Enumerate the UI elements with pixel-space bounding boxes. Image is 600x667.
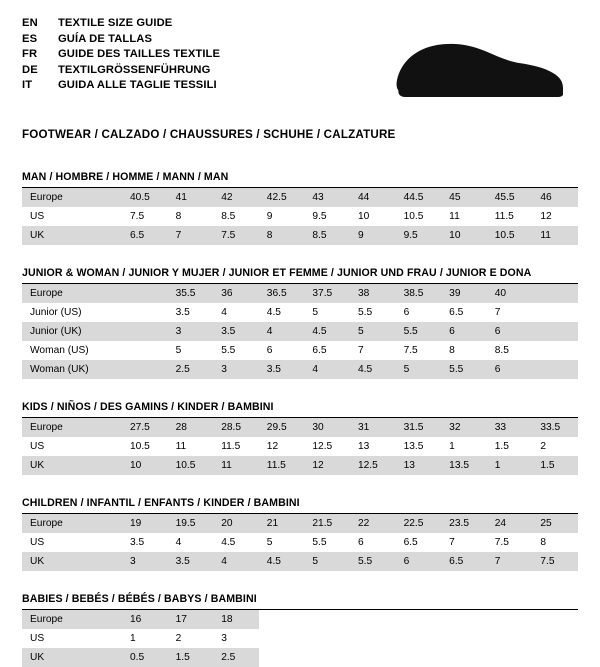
cell: 6.5	[312, 345, 327, 356]
cell: 4.5	[304, 322, 350, 341]
cell: 38.5	[396, 284, 442, 303]
dress-shoe-icon	[385, 28, 570, 103]
cell	[487, 648, 533, 667]
size-group-kids	[22, 401, 578, 475]
row-label: US	[30, 537, 45, 548]
table-row	[22, 648, 578, 667]
cell: 4.5	[266, 307, 281, 318]
cell: 28.5	[213, 418, 259, 437]
size-group-junior-woman	[22, 267, 578, 379]
cell: 2	[175, 633, 182, 644]
table-row	[22, 533, 578, 552]
cell: 23.5	[441, 514, 487, 533]
table-row	[22, 360, 578, 379]
cell	[532, 629, 578, 648]
cell: 46	[532, 188, 578, 207]
language-title: TEXTILGRÖSSENFÜHRUNG	[58, 63, 211, 76]
cell	[350, 610, 396, 629]
cell: 20	[213, 514, 259, 533]
table-row	[22, 341, 578, 360]
language-title: GUIDE DES TAILLES TEXTILE	[58, 48, 221, 61]
cell: 6	[403, 307, 410, 318]
group-heading: KIDS / NIÑOS / DES GAMINS / KINDER / BAMBINI	[22, 401, 578, 418]
cell	[532, 284, 578, 303]
row-label: UK	[22, 226, 122, 245]
cell: 5	[266, 537, 273, 548]
table-row	[22, 207, 578, 226]
cell: 5	[312, 307, 319, 318]
cell: 13.5	[403, 441, 424, 452]
language-code: FR	[22, 48, 38, 61]
language-code: DE	[22, 63, 38, 76]
cell: 1.5	[532, 456, 578, 475]
size-table	[22, 188, 578, 245]
size-group-children	[22, 497, 578, 571]
size-table	[22, 284, 578, 379]
cell: 25	[532, 514, 578, 533]
language-title: GUÍA DE TALLAS	[58, 32, 153, 45]
table-row	[22, 303, 578, 322]
cell	[396, 648, 442, 667]
cell: 39	[441, 284, 487, 303]
cell	[532, 610, 578, 629]
cell: 5	[175, 345, 182, 356]
cell: 7	[168, 226, 214, 245]
row-label: UK	[22, 648, 122, 667]
cell: 5.5	[357, 307, 373, 318]
cell: 8	[540, 537, 547, 548]
cell: 44.5	[396, 188, 442, 207]
cell: 8	[259, 226, 305, 245]
cell: 8.5	[494, 345, 509, 356]
cell: 1.5	[494, 441, 509, 452]
cell	[532, 303, 578, 322]
cell: 11	[449, 211, 460, 222]
cell: 5.5	[221, 345, 236, 356]
row-label: Europe	[22, 610, 122, 629]
cell: 6.5	[122, 226, 168, 245]
cell: 7	[494, 307, 501, 318]
cell	[487, 610, 533, 629]
row-label: Woman (US)	[30, 345, 89, 356]
cell: 3.5	[130, 537, 145, 548]
cell: 2.5	[168, 360, 214, 379]
cell: 11	[175, 441, 187, 452]
page-title: FOOTWEAR / CALZADO / CHAUSSURES / SCHUHE / CALZATURE	[22, 128, 396, 141]
cell: 6	[441, 322, 487, 341]
cell: 12	[304, 456, 350, 475]
language-code: ES	[22, 32, 38, 45]
cell	[350, 629, 396, 648]
table-row	[22, 456, 578, 475]
cell	[441, 629, 487, 648]
cell: 40.5	[122, 188, 168, 207]
table-row	[22, 284, 578, 303]
cell: 12	[266, 441, 279, 452]
cell: 19	[122, 514, 168, 533]
cell: 42.5	[259, 188, 305, 207]
row-label: Woman (UK)	[22, 360, 122, 379]
cell: 18	[213, 610, 259, 629]
row-label: UK	[22, 456, 122, 475]
cell	[122, 303, 168, 322]
cell	[304, 648, 350, 667]
cell	[122, 360, 168, 379]
language-code: IT	[22, 79, 33, 92]
cell: 6	[487, 322, 533, 341]
cell: 36	[213, 284, 259, 303]
cell: 12.5	[312, 441, 333, 452]
cell: 11	[213, 456, 259, 475]
cell: 10.5	[130, 441, 150, 452]
row-label: US	[30, 441, 45, 452]
table-row	[22, 514, 578, 533]
row-label: Europe	[22, 188, 122, 207]
cell	[532, 322, 578, 341]
cell: 2.5	[213, 648, 259, 667]
language-row	[22, 32, 220, 48]
group-heading: CHILDREN / INFANTIL / ENFANTS / KINDER / BAMBINI	[22, 497, 578, 514]
cell	[532, 648, 578, 667]
language-code: EN	[22, 17, 38, 29]
cell: 6	[487, 360, 533, 379]
cell: 4	[221, 307, 227, 318]
cell: 3.5	[168, 552, 214, 571]
cell: 4	[304, 360, 350, 379]
cell: 31	[350, 418, 396, 437]
cell	[122, 284, 168, 303]
cell: 10	[122, 456, 168, 475]
cell: 7	[449, 537, 455, 548]
cell: 27.5	[122, 418, 168, 437]
row-label: Europe	[22, 514, 122, 533]
cell: 8.5	[304, 226, 350, 245]
document-header	[22, 16, 578, 108]
cell: 5.5	[350, 552, 396, 571]
cell: 7.5	[532, 552, 578, 571]
table-row	[22, 188, 578, 207]
cell: 38	[350, 284, 396, 303]
cell: 6.5	[449, 307, 464, 318]
cell	[532, 360, 578, 379]
cell: 45.5	[487, 188, 533, 207]
row-label: Junior (US)	[30, 307, 82, 318]
cell: 22	[350, 514, 396, 533]
cell: 6.5	[441, 552, 487, 571]
cell: 1	[130, 633, 136, 644]
cell: 3	[221, 633, 227, 644]
cell: 3	[168, 322, 214, 341]
cell: 9	[266, 211, 273, 222]
language-title: GUIDA ALLE TAGLIE TESSILI	[58, 79, 217, 92]
row-label: Europe	[22, 284, 122, 303]
cell	[304, 629, 350, 648]
cell: 22.5	[396, 514, 442, 533]
table-row	[22, 226, 578, 245]
cell	[396, 610, 442, 629]
row-label: Europe	[22, 418, 122, 437]
table-row	[22, 629, 578, 648]
row-label: US	[30, 633, 45, 644]
cell: 12	[540, 211, 552, 222]
cell: 9.5	[396, 226, 442, 245]
cell: 9	[350, 226, 396, 245]
cell: 7.5	[213, 226, 259, 245]
cell: 3.5	[213, 322, 259, 341]
cell: 31.5	[396, 418, 442, 437]
cell: 45	[441, 188, 487, 207]
language-row	[22, 47, 220, 63]
cell: 11	[532, 226, 578, 245]
cell: 7.5	[494, 537, 509, 548]
cell: 7	[487, 552, 533, 571]
cell: 30	[304, 418, 350, 437]
cell: 21	[259, 514, 305, 533]
cell: 42	[213, 188, 259, 207]
table-row	[22, 418, 578, 437]
table-row	[22, 437, 578, 456]
cell: 3	[122, 552, 168, 571]
cell: 5.5	[312, 537, 327, 548]
size-table	[22, 514, 578, 571]
table-row	[22, 610, 578, 629]
size-group-babies	[22, 593, 578, 667]
row-label: US	[30, 211, 45, 222]
cell: 44	[350, 188, 396, 207]
cell: 13.5	[441, 456, 487, 475]
group-heading: JUNIOR & WOMAN / JUNIOR Y MUJER / JUNIOR ET FEMME / JUNIOR UND FRAU / JUNIOR E DONA	[22, 267, 578, 284]
cell: 17	[168, 610, 214, 629]
cell: 7	[357, 345, 364, 356]
cell: 32	[441, 418, 487, 437]
language-title: TEXTILE SIZE GUIDE	[58, 17, 173, 29]
cell: 4.5	[350, 360, 396, 379]
cell: 13	[396, 456, 442, 475]
cell: 33	[487, 418, 533, 437]
language-row	[22, 78, 220, 94]
language-row	[22, 16, 220, 32]
cell: 9.5	[312, 211, 327, 222]
size-table	[22, 610, 578, 667]
cell	[259, 648, 305, 667]
cell: 6.5	[403, 537, 418, 548]
cell: 43	[304, 188, 350, 207]
cell: 19.5	[168, 514, 214, 533]
cell: 11.5	[259, 456, 305, 475]
cell: 4	[259, 322, 305, 341]
cell: 36.5	[259, 284, 305, 303]
cell: 4.5	[221, 537, 236, 548]
cell: 40	[487, 284, 533, 303]
cell: 6	[396, 552, 442, 571]
cell: 8	[175, 211, 182, 222]
cell: 8	[449, 345, 455, 356]
cell	[259, 629, 305, 648]
cell: 28	[168, 418, 214, 437]
cell: 33.5	[532, 418, 578, 437]
row-label: Junior (UK)	[22, 322, 122, 341]
cell: 5	[396, 360, 442, 379]
cell	[122, 322, 168, 341]
cell	[350, 648, 396, 667]
cell	[441, 610, 487, 629]
cell: 10	[441, 226, 487, 245]
cell	[487, 629, 533, 648]
cell: 5.5	[441, 360, 487, 379]
cell: 37.5	[304, 284, 350, 303]
cell: 8.5	[221, 211, 236, 222]
cell: 0.5	[122, 648, 168, 667]
cell: 3.5	[259, 360, 305, 379]
cell: 4.5	[259, 552, 305, 571]
size-group-man	[22, 171, 578, 245]
cell: 21.5	[304, 514, 350, 533]
cell	[396, 629, 442, 648]
cell	[259, 610, 305, 629]
cell: 11.5	[221, 441, 241, 452]
cell: 10.5	[403, 211, 424, 222]
language-row	[22, 63, 220, 79]
cell	[441, 648, 487, 667]
cell: 29.5	[259, 418, 305, 437]
cell: 35.5	[168, 284, 214, 303]
cell: 5	[304, 552, 350, 571]
language-title-list	[22, 16, 220, 94]
cell: 41	[168, 188, 214, 207]
cell: 12.5	[350, 456, 396, 475]
cell: 10.5	[168, 456, 214, 475]
size-table	[22, 418, 578, 475]
cell: 6	[357, 537, 364, 548]
cell: 2	[540, 441, 547, 452]
cell: 1.5	[168, 648, 214, 667]
cell	[532, 341, 578, 360]
cell: 4	[175, 537, 182, 548]
table-row	[22, 552, 578, 571]
cell: 5.5	[396, 322, 442, 341]
cell: 5	[350, 322, 396, 341]
cell: 1	[487, 456, 533, 475]
cell: 10.5	[487, 226, 533, 245]
cell: 7.5	[403, 345, 418, 356]
cell: 10	[357, 211, 370, 222]
cell: 7.5	[130, 211, 145, 222]
table-row	[22, 322, 578, 341]
cell: 4	[213, 552, 259, 571]
group-heading: BABIES / BEBÉS / BÉBÉS / BABYS / BAMBINI	[22, 593, 578, 610]
cell: 11.5	[494, 211, 514, 222]
group-heading: MAN / HOMBRE / HOMME / MANN / MAN	[22, 171, 578, 188]
cell: 6	[266, 345, 273, 356]
row-label: UK	[22, 552, 122, 571]
cell: 3.5	[175, 307, 190, 318]
cell: 3	[213, 360, 259, 379]
cell	[304, 610, 350, 629]
cell: 16	[122, 610, 168, 629]
cell: 1	[449, 441, 455, 452]
cell	[122, 341, 168, 360]
cell: 13	[357, 441, 370, 452]
cell: 24	[487, 514, 533, 533]
